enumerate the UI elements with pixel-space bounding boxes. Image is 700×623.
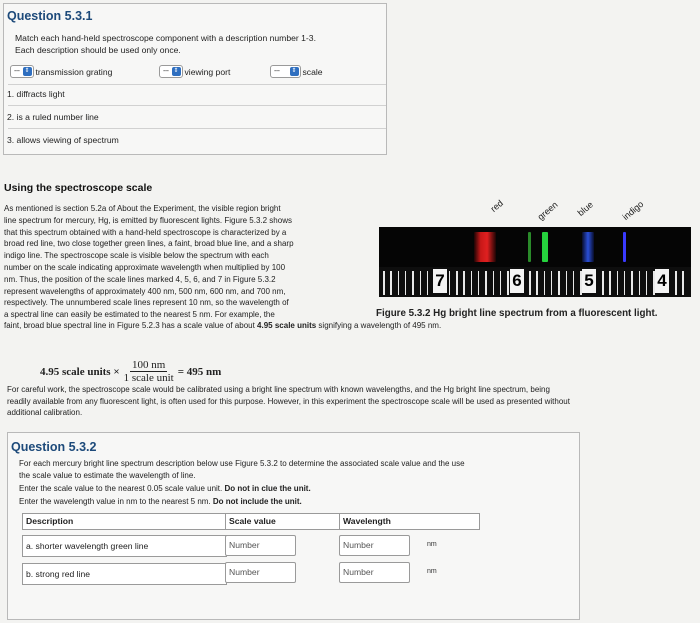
- scale-number: 7: [433, 269, 447, 293]
- instruction-text: Enter the scale value to the nearest 0.05 scale value unit. Do not in clue the unit.: [19, 484, 311, 493]
- scale-tick: [639, 271, 641, 295]
- instruction-text: Match each hand-held spectroscope component with a description number 1-3.: [15, 33, 316, 43]
- paragraph-line: additional calibration.: [7, 408, 83, 417]
- equation-lhs: 4.95 scale units ×: [40, 365, 120, 378]
- blue-line: [582, 232, 594, 262]
- scale-tick: [449, 271, 451, 295]
- chevron-updown-icon: ⇕: [173, 68, 179, 74]
- scale-value-input[interactable]: Number: [225, 535, 296, 556]
- divider: [8, 84, 386, 85]
- scale-tick: [471, 271, 473, 295]
- scale-tick: [544, 271, 546, 295]
- color-label-green: green: [535, 199, 560, 222]
- match-select-row: [10, 65, 380, 79]
- scale-tick: [405, 271, 407, 295]
- question-title: Question 5.3.1: [7, 9, 93, 23]
- row-description: b. strong red line: [22, 563, 227, 585]
- scale-tick: [463, 271, 465, 295]
- green-line-faint: [528, 232, 531, 262]
- paragraph-line: respectively. The unnumbered scale lines represent 10 nm, so the wavelength of: [4, 298, 289, 308]
- paragraph-line: a spectral line can easily be estimated to the nearest 5 nm. For example, the: [4, 310, 275, 320]
- question-title: Question 5.3.2: [11, 440, 97, 454]
- green-line: [542, 232, 548, 262]
- paragraph-line: number on the scale indicating approximate wavelength when multiplied by 100: [4, 262, 286, 272]
- paragraph-line: As mentioned is section 5.2a of About the Experiment, the visible region bright: [4, 204, 281, 213]
- select-scale: [270, 65, 323, 78]
- equation-result: = 495 nm: [177, 365, 222, 378]
- dropdown-select[interactable]: --- ⇕: [270, 65, 301, 78]
- paragraph-line: line spectrum for mercury, Hg, is emitted by fluorescent lights. Figure 5.3.2 shows: [4, 215, 292, 225]
- paragraph-line: indigo line. The spectroscope scale is visible below the spectrum with each: [4, 251, 269, 261]
- indigo-line: [623, 232, 626, 262]
- scale-tick: [478, 271, 480, 295]
- scale-value-input[interactable]: Number: [225, 562, 296, 583]
- wavelength-equation: [40, 359, 221, 384]
- description-item: 2. is a ruled number line: [7, 112, 99, 122]
- paragraph-line: readily available from any fluorescent light, is often used for this purpose. However, in this experiment the spectroscope scale will be used as presented without: [7, 396, 570, 406]
- row-description: a. shorter wavelength green line: [22, 535, 227, 557]
- red-line: [474, 232, 496, 262]
- scale-tick: [573, 271, 575, 295]
- paragraph-line: broad red line, two close together green lines, a faint, broad blue line, and a sharp: [4, 239, 294, 249]
- select-label: transmission grating: [35, 66, 113, 77]
- description-item: 1. diffracts light: [7, 89, 65, 99]
- scale-tick: [624, 271, 626, 295]
- scale-tick: [485, 271, 487, 295]
- divider: [8, 128, 386, 129]
- scale-tick: [383, 271, 385, 295]
- article-paragraph: [4, 203, 370, 321]
- instruction-text: Enter the wavelength value in nm to the nearest 5 nm. Do not include the unit.: [19, 497, 302, 506]
- column-header-description: Description: [22, 513, 227, 530]
- hg-spectrum-figure: [377, 192, 693, 320]
- scale-tick: [602, 271, 604, 295]
- scale-tick: [398, 271, 400, 295]
- color-label-blue: blue: [575, 199, 596, 218]
- scale-tick: [646, 271, 648, 295]
- paragraph-line: nm. Thus, the position of the scale lines marked 4, 5, 6, and 7 in Figure 5.3.2: [4, 274, 276, 284]
- color-label-red: red: [488, 197, 505, 214]
- scale-tick: [558, 271, 560, 295]
- scale-number: 4: [655, 269, 669, 293]
- equation-fraction: [124, 359, 174, 384]
- color-label-indigo: indigo: [620, 198, 646, 222]
- paragraph-line: faint, broad blue spectral line in Figure 5.2.3 has a scale value of about 4.95 scale units signifying a wavelength of 495 nm.: [4, 321, 442, 330]
- paragraph-line: For careful work, the spectroscope scale would be calibrated using a bright line spectrum with known wavelengths, and the Hg bright line spectrum, being: [7, 385, 550, 394]
- instruction-text: the scale value to estimate the wavelength of line.: [19, 471, 196, 480]
- scale-number: 5: [582, 269, 596, 293]
- scale-tick: [617, 271, 619, 295]
- scale-tick: [507, 271, 509, 295]
- description-item: 3. allows viewing of spectrum: [7, 135, 119, 145]
- paragraph-line: represent wavelengths of approximately 400 nm, 500 nm, 600 nm, and 700 nm,: [4, 286, 286, 296]
- scale-tick: [675, 271, 677, 295]
- scale-number: 6: [510, 269, 524, 293]
- fraction-numerator: 100 nm: [132, 359, 166, 371]
- figure-caption: Figure 5.3.2 Hg bright line spectrum from a fluorescent light.: [376, 308, 658, 319]
- spectroscope-scale: [379, 267, 691, 297]
- dropdown-select[interactable]: --- ⇕: [159, 65, 183, 78]
- scale-tick: [609, 271, 611, 295]
- chevron-updown-icon: ⇕: [24, 68, 30, 74]
- chevron-updown-icon: ⇕: [291, 68, 297, 74]
- column-header-wavelength: Wavelength: [339, 513, 480, 530]
- instruction-text: Each description should be used only once.: [15, 45, 181, 55]
- calibration-note: [7, 384, 697, 419]
- fraction-denominator: 1 scale unit: [123, 372, 174, 384]
- scale-tick: [500, 271, 502, 295]
- question-5-3-1-panel: [3, 3, 387, 155]
- unit-label: nm: [427, 568, 437, 575]
- paragraph-line: that this spectrum obtained with a hand-held spectroscope is characterized by a: [4, 227, 287, 237]
- scale-tick: [493, 271, 495, 295]
- column-header-scale-value: Scale value: [225, 513, 340, 530]
- scale-tick: [566, 271, 568, 295]
- scale-tick: [551, 271, 553, 295]
- wavelength-input[interactable]: Number: [339, 535, 410, 556]
- select-viewing-port: [159, 65, 230, 78]
- spectrum-bar: [379, 227, 691, 267]
- scale-tick: [456, 271, 458, 295]
- select-label: viewing port: [184, 66, 231, 77]
- select-transmission-grating: [10, 65, 112, 78]
- divider: [8, 105, 386, 106]
- scale-tick: [420, 271, 422, 295]
- instruction-text: For each mercury bright line spectrum description below use Figure 5.3.2 to determine the associated scale value and the use: [19, 459, 465, 468]
- unit-label: nm: [427, 541, 437, 548]
- scale-tick: [631, 271, 633, 295]
- scale-tick: [529, 271, 531, 295]
- select-label: scale: [302, 66, 323, 77]
- scale-tick: [390, 271, 392, 295]
- dropdown-select[interactable]: --- ⇕: [10, 65, 34, 78]
- scale-tick: [536, 271, 538, 295]
- scale-tick: [412, 271, 414, 295]
- wavelength-input[interactable]: Number: [339, 562, 410, 583]
- question-5-3-2-panel: [7, 432, 580, 620]
- scale-tick: [427, 271, 429, 295]
- scale-tick: [682, 271, 684, 295]
- section-heading: Using the spectroscope scale: [4, 182, 153, 194]
